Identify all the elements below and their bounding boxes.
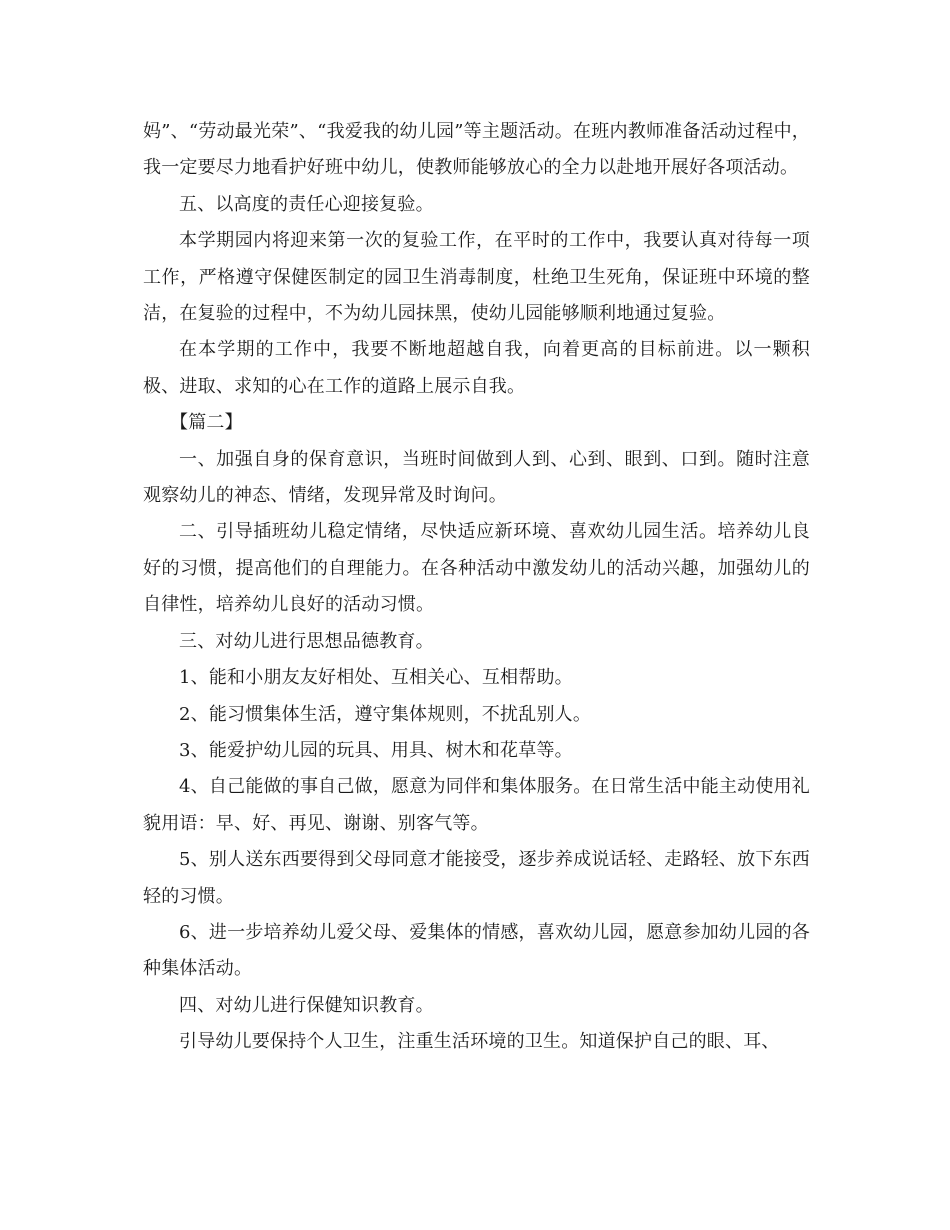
list-item: 4、自己能做的事自己做，愿意为同伴和集体服务。在日常生活中能主动使用礼貌用语：早、好、再见、谢谢、别客气等。 [143,776,810,834]
paragraph-continuation: 妈”、“劳动最光荣”、“我爱我的幼儿园”等主题活动。在班内教师准备活动过程中，我一定要尽力地看护好班中幼儿，使教师能够放心的全力以赴地开展好各项活动。 [143,121,810,179]
list-item: 3、能爱护幼儿园的玩具、用具、树木和花草等。 [179,739,573,761]
section-heading-3: 三、对幼儿进行思想品德教育。 [179,630,434,652]
part-heading: 【篇二】 [170,412,243,434]
list-item: 6、进一步培养幼儿爱父母、爱集体的情感，喜欢幼儿园，愿意参加幼儿园的各种集体活动。 [143,921,810,980]
section-heading-5: 五、以高度的责任心迎接复验。 [179,193,434,215]
section-paragraph-1: 一、加强自身的保育意识，当班时间做到人到、心到、眼到、口到。随时注意观察幼儿的神态、情绪，发现异常及时询问。 [143,448,810,507]
document-body [143,114,810,1061]
paragraph: 在本学期的工作中，我要不断地超越自我，向着更高的目标前进。以一颗积极、进取、求知的心在工作的道路上展示自我。 [143,339,810,397]
paragraph: 本学期园内将迎来第一次的复验工作，在平时的工作中，我要认真对待每一项工作，严格遵守保健医制定的园卫生消毒制度，杜绝卫生死角，保证班中环境的整洁，在复验的过程中，不为幼儿园抹黑，使幼儿园能够顺利地通过复验。 [143,230,810,325]
list-item: 5、别人送东西要得到父母同意才能接受，逐步养成说话轻、走路轻、放下东西轻的习惯。 [143,849,810,907]
list-item: 2、能习惯集体生活，遵守集体规则，不扰乱别人。 [179,703,592,725]
paragraph: 引导幼儿要保持个人卫生，注重生活环境的卫生。知道保护自己的眼、耳、 [179,1031,780,1053]
section-heading-4: 四、对幼儿进行保健知识教育。 [179,994,434,1016]
list-item: 1、能和小朋友友好相处、互相关心、互相帮助。 [179,667,573,689]
section-paragraph-2: 二、引导插班幼儿稳定情绪，尽快适应新环境、喜欢幼儿园生活。培养幼儿良好的习惯，提高他们的自理能力。在各种活动中激发幼儿的活动兴趣，加强幼儿的自律性，培养幼儿良好的活动习惯。 [143,521,810,616]
